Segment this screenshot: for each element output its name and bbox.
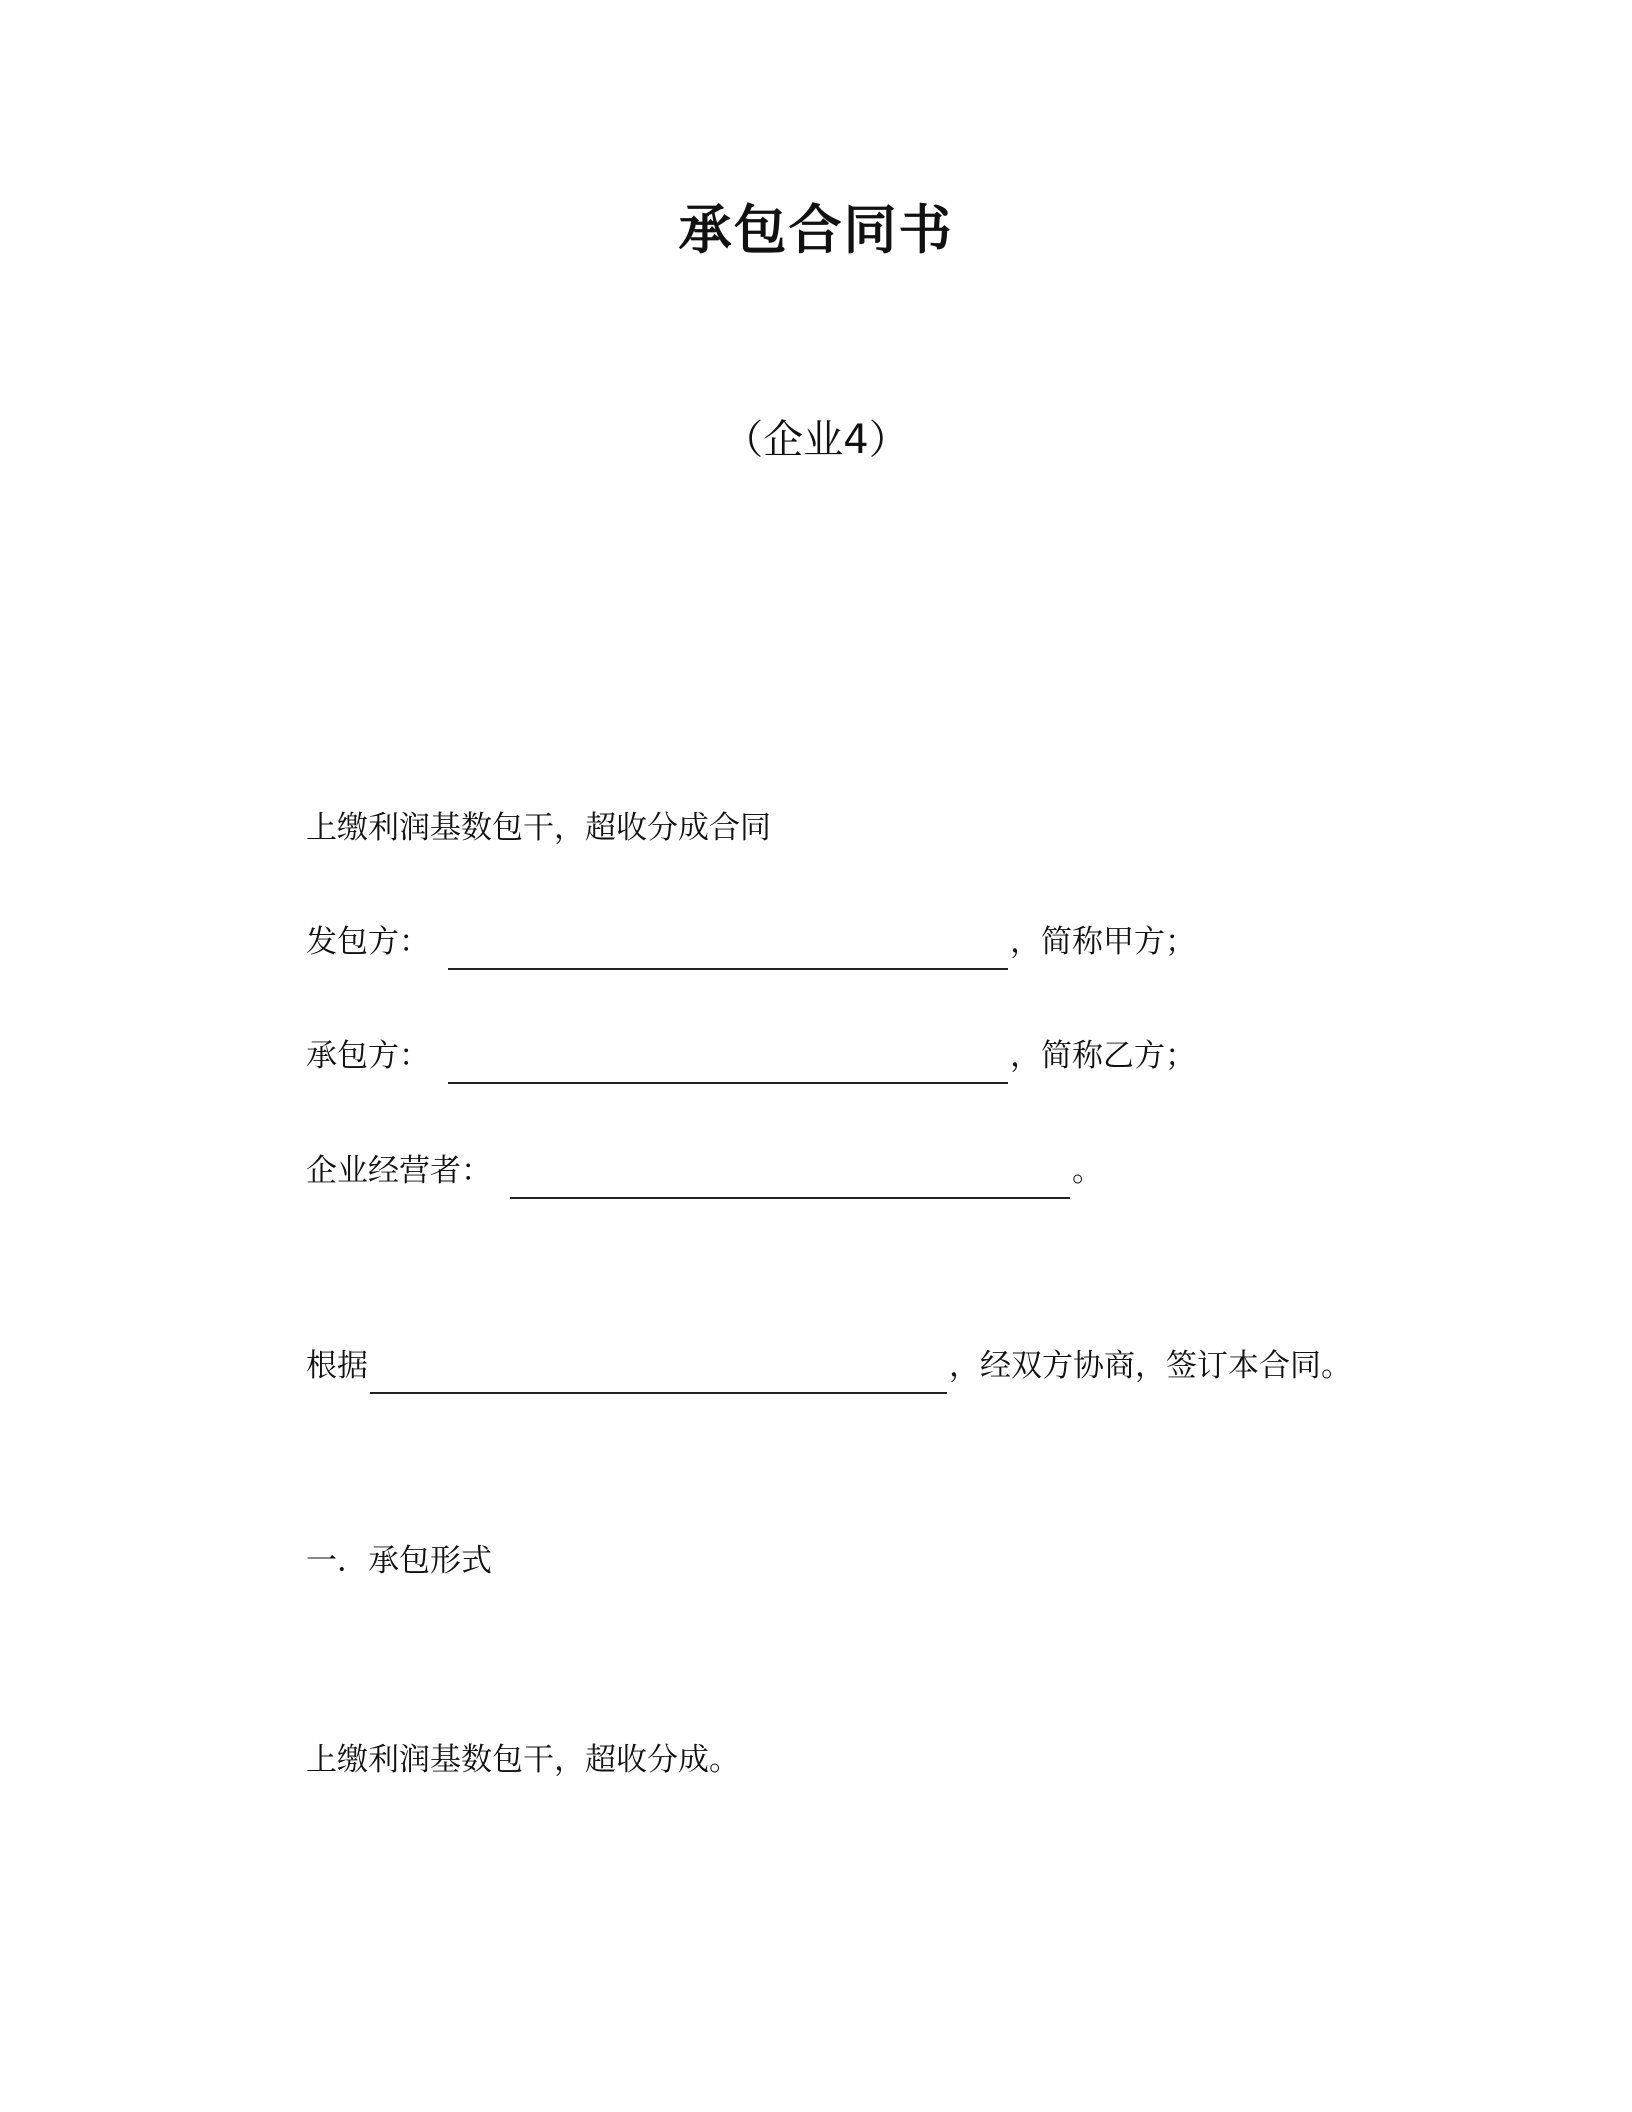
operator-line (306, 1149, 1103, 1193)
document-title: 承包合同书 (678, 200, 954, 261)
operator-label: 企业经营者： (306, 1153, 492, 1189)
basis-blank-field[interactable] (370, 1352, 947, 1394)
operator-blank-field[interactable] (510, 1157, 1070, 1199)
document-subtitle: （企业4） (723, 417, 909, 463)
section-1-body-text: 上缴利润基数包干，超收分成。 (306, 1742, 740, 1778)
section-1-heading (306, 1539, 492, 1583)
basis-prefix: 根据 (306, 1348, 368, 1384)
contract-type-text: 上缴利润基数包干，超收分成合同 (306, 810, 771, 846)
contractor-label: 承包方： (306, 1038, 430, 1074)
contractor-line (306, 1034, 1196, 1078)
issuer-label: 发包方： (306, 924, 430, 960)
contractor-suffix: ，简称乙方； (1010, 1038, 1196, 1074)
section-1-heading-text: 一．承包形式 (306, 1543, 492, 1579)
basis-suffix: ，经双方协商，签订本合同。 (949, 1348, 1352, 1384)
issuer-suffix: ，简称甲方； (1010, 924, 1196, 960)
contract-type-line (306, 806, 771, 850)
issuer-blank-field[interactable] (448, 928, 1008, 970)
section-1-body (306, 1738, 740, 1782)
operator-suffix: 。 (1072, 1153, 1103, 1189)
basis-line (306, 1344, 1352, 1388)
issuer-line (306, 920, 1196, 964)
contractor-blank-field[interactable] (448, 1042, 1008, 1084)
